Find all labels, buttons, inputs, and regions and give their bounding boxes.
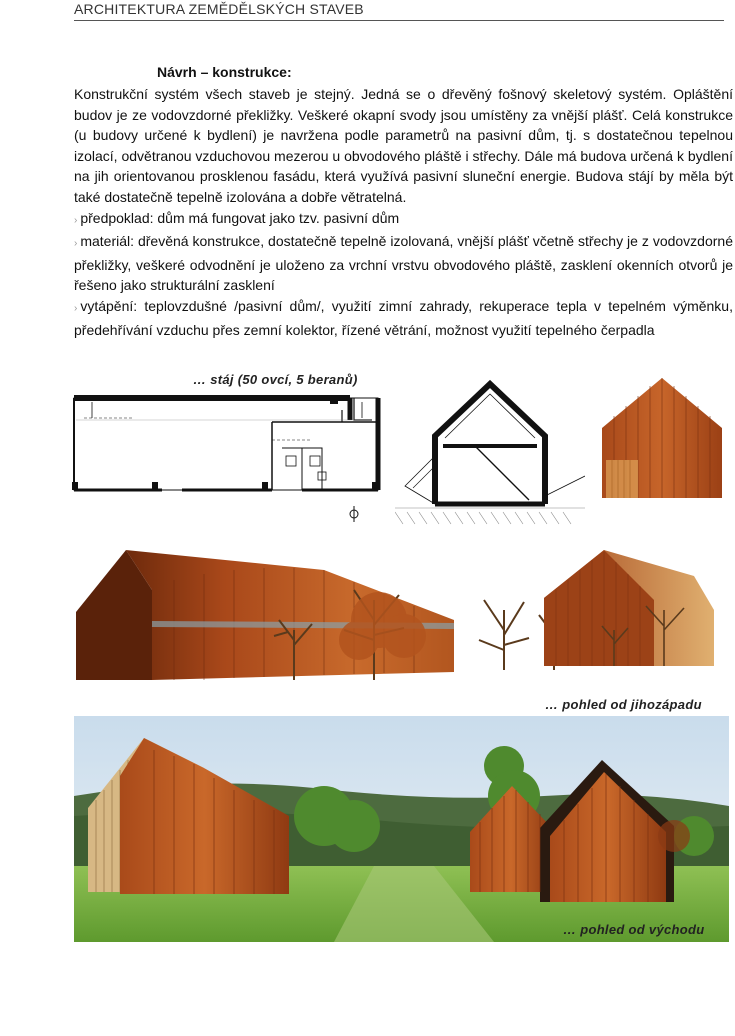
bullet-arrow-icon: › — [74, 302, 78, 314]
east-caption: … pohled od východu — [563, 922, 705, 937]
southwest-caption: … pohled od jihozápadu — [545, 697, 702, 712]
house-section-drawing — [395, 376, 585, 526]
plan-caption: … stáj (50 ovcí, 5 beranů) — [193, 372, 358, 387]
bullet-item: › vytápění: teplovzdušné /pasivní dům/, využití zimní zahrady, rekuperace tepla v tepelném výměnku, předehřívání vzduchu přes zemní kolektor, řízené větrání, možnost využití tepelného čerpadla — [74, 297, 733, 338]
gable-facade-render — [600, 376, 725, 501]
stable-floor-plan — [72, 390, 384, 522]
running-header: ARCHITEKTURA ZEMĚDĚLSKÝCH STAVEB — [74, 1, 364, 17]
header-divider — [74, 20, 724, 21]
body-text — [74, 84, 733, 340]
section-title: Návrh – konstrukce: — [157, 64, 292, 80]
east-landscape-render — [74, 716, 729, 942]
bullet-item: › předpoklad: dům má fungovat jako tzv. pasivní dům — [74, 209, 400, 226]
southwest-perspective-render — [74, 540, 734, 690]
bullet-item: › materiál: dřevěná konstrukce, dostatečně tepelně izolovaná, vnější plášť včetně střechy je z vodovzdorné překližky, veškeré odvodnění je uloženo za vrchní vrstvu obvodového pláště, zasklení okenních otvorů je řešeno jako strukturální zasklení — [74, 233, 733, 294]
bullet-arrow-icon: › — [74, 238, 78, 250]
construction-paragraph: Konstrukční systém všech staveb je stejný. Jedná se o dřevěný fošnový skeletový systém. Opláštění budov je ze vodovzdorné překližky. Veškeré okapní svody jsou umístěny za vnější plášť. Celá konstrukce (u budovy určené k bydlení) je navržena podle parametrů na pasivní dům, tj. s dostatečnou tepelnou izolací, odvětranou vzduchovou mezerou u obvodového pláště i střechy. Dále má budova určená k bydlení na jih orientovanou prosklenou fasádu, která využívá pasivní sluneční energie. Budova stájí by měla být také dostatečně tepelně izolována a dobře větratelná. — [74, 86, 733, 205]
bullet-arrow-icon: › — [74, 214, 78, 226]
